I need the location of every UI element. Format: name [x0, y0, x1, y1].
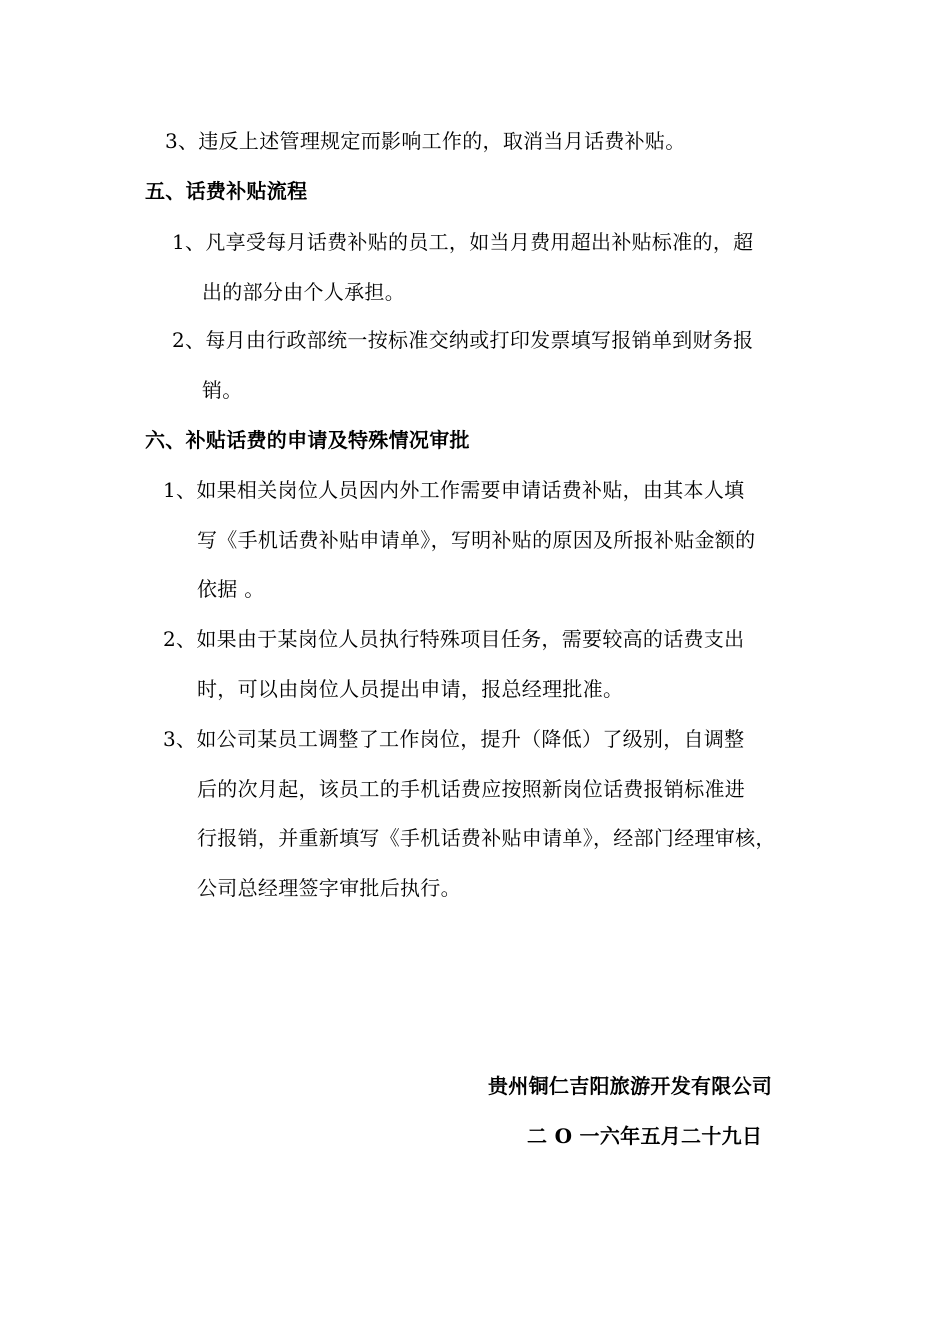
section-6-item-3-line-3: 行报销，并重新填写《手机话费补贴申请单》，经部门经理审核， [197, 826, 776, 850]
section-5-item-1-line-1: 1、凡享受每月话费补贴的员工，如当月费用超出补贴标准的，超 [172, 230, 754, 254]
section-6-item-2-line-2: 时，可以由岗位人员提出申请，报总经理批准。 [197, 677, 624, 701]
section-6-item-3-line-4: 公司总经理签字审批后执行。 [197, 876, 461, 900]
section-6-item-3-line-1: 3、如公司某员工调整了工作岗位，提升（降低）了级别，自调整 [163, 727, 745, 751]
section-6-heading: 六、补贴话费的申请及特殊情况审批 [145, 428, 470, 452]
section-5-item-1-line-2: 出的部分由个人承担。 [202, 280, 405, 304]
section-5-heading: 五、话费补贴流程 [145, 179, 308, 203]
section-6-item-2-line-1: 2、如果由于某岗位人员执行特殊项目任务，需要较高的话费支出 [163, 627, 745, 651]
prev-item-3: 3、违反上述管理规定而影响工作的，取消当月话费补贴。 [165, 129, 686, 153]
section-5-item-2-line-2: 销。 [202, 378, 243, 402]
section-6-item-1-line-3: 依据 。 [197, 577, 265, 601]
section-6-item-1-line-2: 写《手机话费补贴申请单》，写明补贴的原因及所报补贴金额的 [197, 528, 756, 552]
section-6-item-3-line-2: 后的次月起，该员工的手机话费应按照新岗位话费报销标准进 [197, 777, 746, 801]
section-5-item-2-line-1: 2、每月由行政部统一按标准交纳或打印发票填写报销单到财务报 [172, 328, 754, 352]
section-6-item-1-line-1: 1、如果相关岗位人员因内外工作需要申请话费补贴，由其本人填 [163, 478, 745, 502]
signature-date: 二 O 一六年五月二十九日 [527, 1124, 763, 1148]
signature-company: 贵州铜仁吉阳旅游开发有限公司 [488, 1074, 773, 1098]
